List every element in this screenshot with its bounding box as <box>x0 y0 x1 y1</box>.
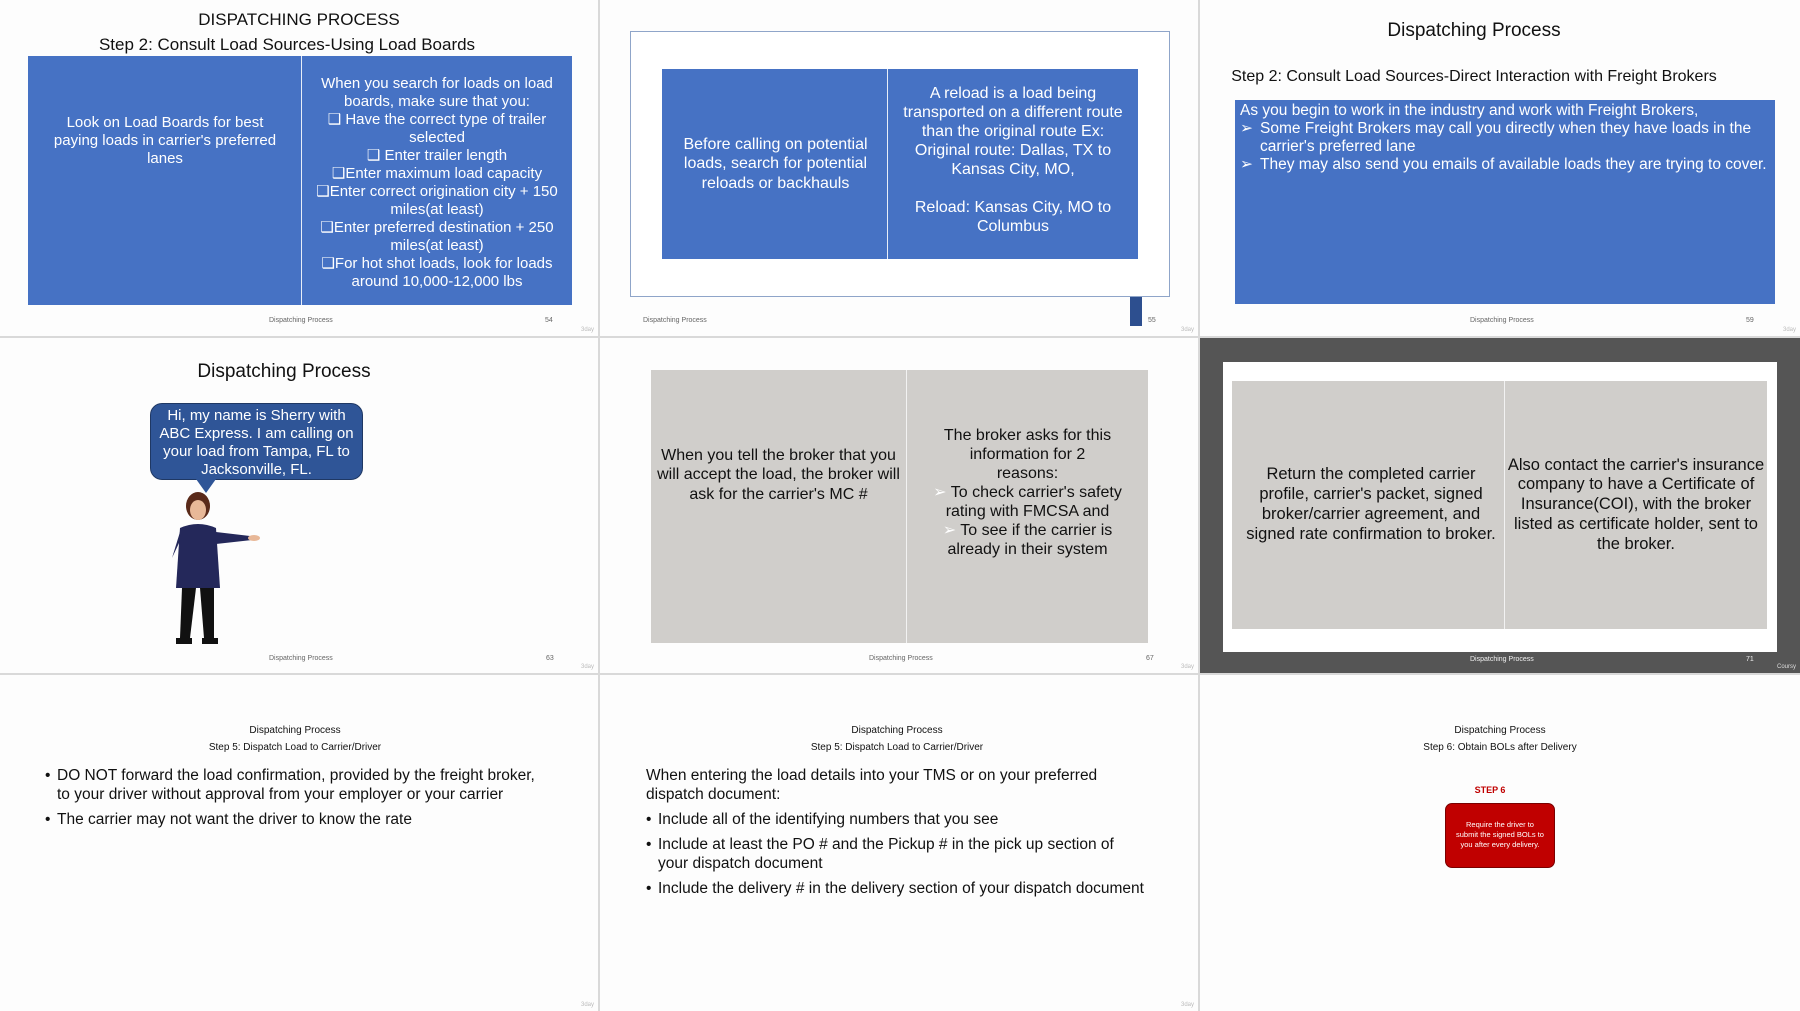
watermark: 3day <box>1782 327 1796 333</box>
list-item: ➢ Some Freight Brokers may call you directly when they have loads in the carrier's preferred lane <box>1240 120 1752 155</box>
watermark: Coursy <box>1776 664 1796 670</box>
slide-67[interactable] <box>600 338 1198 673</box>
slide-footer: Dispatching Process <box>1470 656 1534 663</box>
slide-subtitle: Step 5: Dispatch Load to Carrier/Driver <box>810 742 984 753</box>
intro-text: As you begin to work in the industry and work with Freight Brokers, <box>1240 102 1699 119</box>
intro-text: When entering the load details into your TMS or on your preferred dispatch document: <box>646 767 1098 803</box>
slide-footer: Dispatching Process <box>269 317 333 324</box>
table-cell-right <box>302 75 572 291</box>
watermark: 3day <box>580 1002 594 1008</box>
page-number: 71 <box>1746 656 1754 663</box>
list-item: • The carrier may not want the driver to know the rate <box>45 810 550 829</box>
page-number: 63 <box>546 655 554 662</box>
checklist-item: ❑Enter correct origination city + 150 miles(at least) <box>316 183 558 218</box>
content-table <box>651 370 1148 643</box>
watermark: 3day <box>580 664 594 670</box>
bullet-list <box>646 810 1146 898</box>
slide-title: Dispatching Process <box>249 725 341 736</box>
list-item: • Include all of the identifying numbers that you see <box>646 810 1146 829</box>
content-table <box>662 69 1138 259</box>
watermark: 3day <box>580 327 594 333</box>
step-text: Require the driver to submit the signed BOLs to you after every delivery. <box>1456 820 1544 849</box>
content-table <box>28 56 572 305</box>
watermark: 3day <box>1180 1002 1194 1008</box>
slide-subtitle: Step 2: Consult Load Sources-Direct Interaction with Freight Brokers <box>1231 68 1717 85</box>
slide-71[interactable] <box>1200 338 1800 673</box>
checklist-item: ❑Enter maximum load capacity <box>331 165 543 182</box>
arrow-icon: ➢ <box>1240 120 1253 137</box>
slide-footer: Dispatching Process <box>269 655 333 662</box>
slide-subtitle: Step 6: Obtain BOLs after Delivery <box>1423 742 1577 753</box>
slide-footer: Dispatching Process <box>869 655 933 662</box>
bullet-list <box>45 766 550 829</box>
slide-59[interactable] <box>1200 0 1800 336</box>
right-intro: The broker asks for this information for 2 reasons: <box>943 427 1112 482</box>
list-item: • Include the delivery # in the delivery section of your dispatch document <box>646 879 1146 898</box>
slide-footer: Dispatching Process <box>643 317 707 324</box>
reload-definition: A reload is a load being transported on a different route than the original route Ex: Original route: Dallas, TX to Kansas City, MO, <box>903 85 1123 178</box>
checklist-item: ❑Enter preferred destination + 250 miles(at least) <box>320 219 554 254</box>
right-intro: When you search for loads on load boards, make sure that you: <box>321 75 553 110</box>
arrow-icon: ➢ <box>942 522 957 539</box>
checklist-item: ❑For hot shot loads, look for loads around 10,000-12,000 lbs <box>321 255 553 290</box>
slide-subtitle: Step 5: Dispatch Load to Carrier/Driver <box>208 742 382 753</box>
list-item: ➢ They may also send you emails of available loads they are trying to cover. <box>1240 156 1767 173</box>
speech-bubble <box>150 403 363 480</box>
step-label: STEP 6 <box>1474 785 1506 795</box>
table-cell-left: Return the completed carrier profile, carrier's packet, signed broker/carrier agreement, and signed rate confirmation to broker. <box>1246 465 1496 543</box>
content-table <box>1232 381 1767 629</box>
slide-55[interactable] <box>600 0 1198 336</box>
slide-title: DISPATCHING PROCESS <box>198 10 400 29</box>
slide-subtitle: Step 2: Consult Load Sources-Using Load Boards <box>98 35 476 54</box>
watermark: 3day <box>1180 664 1194 670</box>
slide-title: Dispatching Process <box>851 725 943 736</box>
slide-title: Dispatching Process <box>1454 725 1546 736</box>
table-cell-right <box>888 84 1138 236</box>
table-cell-left: When you tell the broker that you will accept the load, the broker will ask for the carrier's MC # <box>657 447 900 503</box>
bubble-text: Hi, my name is Sherry with ABC Express. I am calling on your load from Tampa, FL to Jacksonville, FL. <box>159 407 354 478</box>
step-box <box>1445 803 1555 868</box>
slide-dispatch-load-2[interactable] <box>600 675 1198 1011</box>
content-box <box>1235 100 1775 304</box>
arrow-icon: ➢ <box>933 484 947 501</box>
slide-dispatch-load-1[interactable] <box>0 675 598 1011</box>
table-cell-left: Before calling on potential loads, search for potential reloads or backhauls <box>683 136 868 192</box>
page-number: 67 <box>1146 655 1154 662</box>
slide-title: Dispatching Process <box>197 361 371 382</box>
slide-54[interactable] <box>0 0 598 336</box>
slide-63[interactable] <box>0 338 598 673</box>
reason-item: ➢ To see if the carrier is already in their system <box>942 522 1113 558</box>
businesswoman-image <box>150 488 270 648</box>
reload-example: Reload: Kansas City, MO to Columbus <box>914 199 1112 235</box>
list-item: • Include at least the PO # and the Pickup # in the pick up section of your dispatch document <box>646 835 1146 873</box>
page-number: 59 <box>1746 317 1754 324</box>
list-item: • DO NOT forward the load confirmation, provided by the freight broker, to your driver without approval from your employer or your carrier <box>45 766 550 804</box>
arrow-icon: ➢ <box>1240 156 1253 173</box>
slide-title: Dispatching Process <box>1387 20 1561 41</box>
slide-footer: Dispatching Process <box>1470 317 1534 324</box>
watermark: 3day <box>1180 327 1194 333</box>
checklist-item: ❑ Have the correct type of trailer selected <box>327 111 547 146</box>
page-number: 55 <box>1148 317 1156 324</box>
slide-obtain-bols[interactable] <box>1200 675 1800 1011</box>
checklist-item: ❑ Enter trailer length <box>366 147 508 164</box>
table-cell-right <box>907 426 1148 559</box>
reason-item: ➢ To check carrier's safety rating with FMCSA and <box>933 484 1122 520</box>
page-number: 54 <box>545 317 553 324</box>
table-cell-left: Look on Load Boards for best paying loads in carrier's preferred lanes <box>53 114 277 167</box>
table-cell-right: Also contact the carrier's insurance company to have a Certificate of Insurance(COI), with the broker listed as certificate holder, sent to the broker. <box>1507 455 1765 553</box>
